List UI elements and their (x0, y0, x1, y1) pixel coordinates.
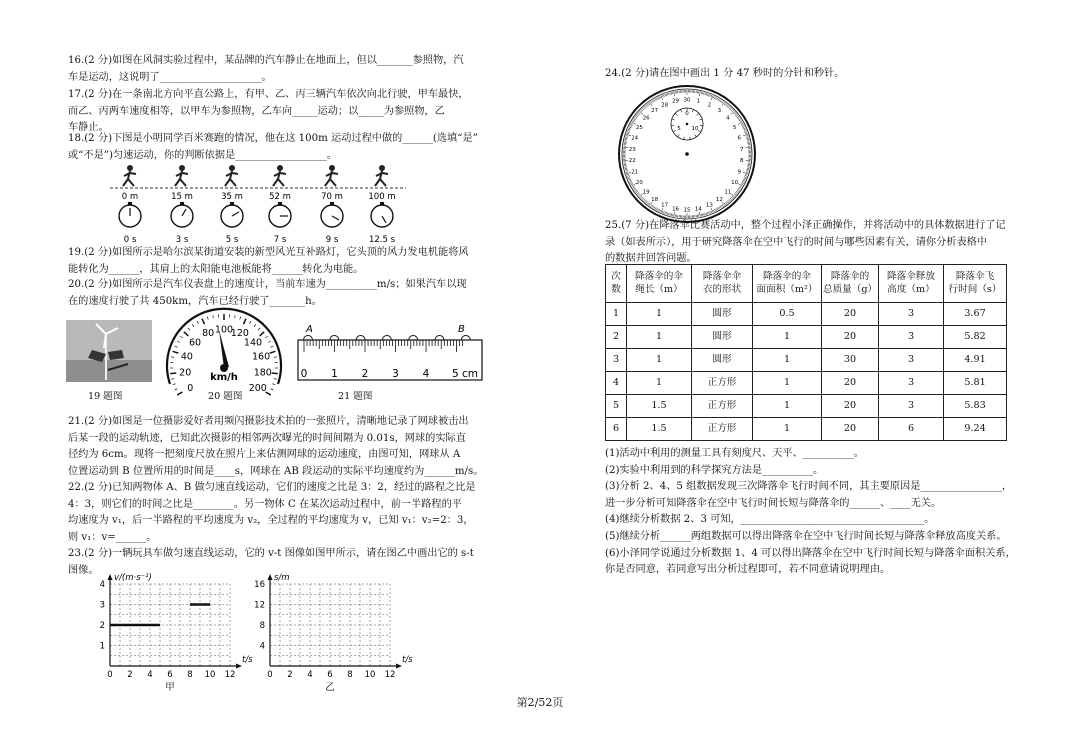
speedometer-minor-tick (271, 346, 274, 347)
speedometer-tick-label: 100 (214, 324, 234, 336)
y-tick-label: 16 (254, 580, 265, 590)
table-cell: 5.83 (944, 395, 1007, 418)
ruler-end-label: 5 cm (452, 368, 479, 380)
stopwatch-icon (119, 202, 141, 227)
x-tick-label: 0 (267, 670, 273, 680)
st-graph (248, 570, 413, 693)
speedometer-tick-label: 60 (188, 337, 202, 349)
q17-line: 而乙、丙两车速度相等，以甲车为参照物，乙车向_____运动；以_____为参照物，乙 (68, 105, 445, 117)
x-tick-label: 4 (307, 670, 313, 680)
dial-number: 6 (737, 135, 742, 142)
question-16 (68, 53, 478, 86)
table-header-cell: 降落伞飞 行时间（s） (944, 265, 1007, 303)
speedometer-tick-label: 200 (248, 383, 267, 394)
subdial-number: 10 (691, 126, 699, 132)
speedometer-minor-tick (177, 341, 180, 343)
table-cell: 1 (606, 303, 627, 326)
q21-line: 后某一段的运动轨迹，已知此次摄影的相邻两次曝光的时间间隔为 0.01s，网球的实际直 (68, 432, 466, 444)
q22-line: 则 v₁：v=______。 (68, 531, 157, 543)
q25-line: 录（如表所示），用于研究降落伞在空中飞行的时间与哪些因素有关，请你分析表格中 (605, 236, 988, 248)
table-header-cell: 降落伞的伞 绳长（m） (627, 265, 692, 303)
speedometer-minor-tick (180, 336, 182, 338)
ruler-label-a: A (306, 324, 313, 335)
speedometer-tick-label: 0 (187, 383, 194, 394)
y-tick-label: 3 (99, 600, 105, 611)
table-cell: 1.5 (627, 418, 692, 441)
speedometer-minor-tick (213, 315, 214, 318)
time-label: 0 s (123, 235, 137, 245)
speedometer-minor-tick (258, 328, 260, 330)
table-cell: 3 (879, 372, 944, 395)
runner-icon (325, 165, 338, 186)
q21-line: 位置运动到 B 位置所用的时间是____s，网球在 AB 段运动的实际平均速度约为______m/s。 (68, 465, 484, 477)
y-axis-label: s/m (274, 573, 290, 583)
question-19 (68, 245, 478, 278)
sub-question: (6)小泽同学说通过分析数据 1、4 可以得出降落伞在空中飞行时间长短与降落伞面积关系， (605, 547, 1016, 559)
question-21 (68, 414, 484, 480)
dial-number: 5 (732, 125, 737, 131)
y-tick-label: 4 (99, 580, 105, 590)
table-cell: 1 (753, 395, 822, 418)
speedometer-minor-tick (175, 346, 178, 347)
speedometer-tick-label: 160 (252, 351, 271, 363)
q17-line: 17.(2 分)在一条南北方向平直公路上，有甲、乙、丙三辆汽车依次向北行驶，甲车最快， (68, 89, 469, 100)
runner-icon (123, 165, 136, 186)
question-24: 24.(2 分)请在图中画出 1 分 47 秒时的分针和秒针。 (605, 68, 845, 79)
speedometer-tick-label: 20 (179, 367, 192, 379)
dial-number: 28 (661, 102, 669, 109)
q16-line: 车是运动，这说明了____________________。 (68, 71, 272, 83)
q22-line: 22.(2 分)已知两物体 A、B 做匀速直线运动，它们的速度之比是 3：2，经过的路程之比是 (68, 482, 476, 493)
stopwatch-icon (221, 202, 243, 227)
table-row (606, 372, 1007, 395)
dial-number: 26 (642, 115, 650, 122)
table-cell: 20 (822, 326, 879, 349)
question-25-subquestions (605, 446, 1016, 579)
y-axis-label: v/(m·s⁻¹) (114, 573, 152, 583)
q18-line: 18.(2 分)下图是小明同学百米赛跑的情况，他在这 100m 运动过程中做的______(选填“是” (68, 133, 478, 144)
q18-line: 或“不是”)匀速运动，你的判断依据是__________________。 (68, 149, 338, 161)
dial-number: 1 (696, 98, 701, 105)
x-tick-label: 6 (167, 670, 173, 680)
table-cell: 3 (879, 303, 944, 326)
table-cell: 圆形 (692, 326, 753, 349)
x-tick-label: 6 (327, 670, 333, 680)
speedometer-minor-tick (173, 384, 176, 385)
table-row (606, 303, 1007, 326)
dial-number: 30 (683, 97, 691, 104)
graph-caption: 乙 (325, 682, 335, 693)
x-tick-label: 2 (287, 670, 293, 680)
speedometer-minor-tick (273, 384, 276, 385)
q25-line: 25.(7 分)在降落伞比赛活动中，整个过程小泽正确操作，并将活动中的具体数据进行了记 (605, 220, 1006, 231)
dial-number: 18 (651, 196, 659, 203)
stopwatch-icon (269, 202, 291, 227)
q22-line: 均速度为 v₁，后一半路程的平均速度为 v₂，全过程的平均速度为 v，已知 v₁：v₂=2：3， (68, 515, 474, 527)
question-22 (68, 480, 478, 546)
table-cell: 1 (627, 349, 692, 372)
caption-20: 20 题图 (208, 391, 243, 402)
q21-line: 21.(2 分)如图是一位摄影爱好者用频闪摄影技术拍的一张照片，清晰地记录了网球被击出 (68, 416, 469, 427)
x-tick-label: 10 (364, 670, 376, 680)
table-cell: 圆形 (692, 303, 753, 326)
table-cell: 1 (627, 303, 692, 326)
x-axis-label: t/s (402, 655, 413, 665)
table-cell: 6 (606, 418, 627, 441)
ruler-figure (296, 322, 486, 384)
time-label: 12.5 s (368, 235, 396, 245)
speedometer-minor-tick (240, 317, 241, 320)
table-cell: 20 (822, 372, 879, 395)
x-tick-label: 8 (347, 670, 353, 680)
table-cell: 1.5 (627, 395, 692, 418)
subdial-number: 5 (677, 126, 681, 132)
table-cell: 3 (879, 395, 944, 418)
speedometer-tick-label: 180 (253, 367, 272, 379)
stopwatch-dial (617, 84, 757, 224)
dial-number: 17 (661, 202, 669, 209)
table-cell: 1 (753, 326, 822, 349)
q23-line: 图像。 (68, 564, 99, 576)
table-header-cell: 降落伞释放 高度（m） (879, 265, 944, 303)
distance-label: 35 m (221, 192, 243, 202)
table-cell: 30 (822, 349, 879, 372)
y-tick-label: 12 (254, 600, 265, 611)
subdial-center (686, 123, 689, 126)
speedometer-minor-tick (268, 341, 271, 343)
table-cell: 3.67 (944, 303, 1007, 326)
dial-number: 15 (683, 207, 691, 214)
caption-21: 21 题图 (338, 391, 373, 402)
speedometer-minor-tick (235, 315, 236, 318)
speedometer-tick-label: 40 (180, 351, 193, 363)
question-18 (68, 131, 478, 164)
speedometer-tick-label: 80 (202, 327, 215, 339)
x-tick-label: 2 (127, 670, 133, 680)
q16-line: 16.(2 分)如图在风洞实验过程中，某品牌的汽车静止在地面上，但以_______参照物，汽 (68, 55, 464, 66)
time-label: 9 s (325, 235, 339, 245)
q19-line: 19.(2 分)如图所示是哈尔滨某街道安装的新型风光互补路灯，它头顶的风力发电机能将风 (68, 247, 469, 258)
speedometer-minor-tick (171, 357, 174, 358)
dial-number: 10 (731, 180, 739, 186)
distance-label: 0 m (121, 192, 139, 202)
speedometer-minor-tick (271, 389, 274, 390)
stopwatch-icon (371, 202, 393, 227)
ruler-number: 3 (392, 368, 399, 380)
ruler-number: 1 (331, 368, 338, 380)
table-cell: 5 (606, 395, 627, 418)
distance-label: 52 m (269, 192, 291, 202)
table-header-row (606, 265, 1007, 303)
speedometer-tick-label: 140 (243, 337, 263, 349)
dial-number: 16 (672, 206, 680, 213)
speedometer-minor-tick (175, 389, 178, 390)
dial-number: 29 (672, 98, 680, 105)
dial-number: 3 (717, 108, 722, 115)
table-cell: 正方形 (692, 418, 753, 441)
table-cell: 20 (822, 303, 879, 326)
question-20 (68, 277, 478, 310)
caption-19: 19 题图 (88, 391, 123, 402)
speedometer-minor-tick (274, 357, 277, 358)
dial-number: 25 (635, 125, 643, 131)
time-label: 5 s (225, 235, 239, 245)
speedometer-unit: km/h (210, 372, 238, 383)
speedometer-minor-tick (250, 321, 252, 324)
time-label: 7 s (273, 235, 287, 245)
table-row (606, 395, 1007, 418)
speedometer-minor-tick (265, 336, 267, 338)
table-cell: 3 (879, 349, 944, 372)
dial-number: 24 (631, 135, 639, 142)
table-cell: 1 (753, 372, 822, 395)
table-cell: 4 (606, 372, 627, 395)
q20-line: 在的速度行驶了共 450km，汽车已经行驶了_______h。 (68, 295, 322, 307)
speedometer-tick-label: 120 (230, 327, 249, 339)
dial-number: 22 (628, 158, 636, 165)
table-cell: 9.24 (944, 418, 1007, 441)
dial-number: 23 (628, 146, 636, 153)
table-cell: 3 (879, 326, 944, 349)
sub-question: 你是否同意，若同意写出分析过程即可，若不同意请说明理由。 (605, 564, 891, 576)
vt-graph (88, 570, 253, 693)
table-cell: 6 (879, 418, 944, 441)
sub-question: (4)继续分析数据 2、3 可知，____________________________________。 (605, 514, 935, 526)
y-tick-label: 4 (259, 641, 265, 652)
table-header-cell: 降落伞的 总质量（g） (822, 265, 879, 303)
x-tick-label: 4 (147, 670, 153, 680)
table-cell: 5.82 (944, 326, 1007, 349)
dial-number: 4 (726, 115, 730, 122)
speedometer-minor-tick (197, 321, 199, 324)
dial-number: 27 (651, 108, 659, 115)
q22-line: 4：3，则它们的时间之比是________。另一物体 C 在某次运动过程中，前一半路程的平 (68, 498, 462, 510)
q20-line: 20.(2 分)如图所示是汽车仪表盘上的速度计，当前车速为__________m/s；如果汽车以现 (68, 279, 467, 290)
ruler-number: 0 (300, 368, 308, 380)
speedometer (162, 310, 286, 394)
table-cell: 5.81 (944, 372, 1007, 395)
table-cell: 圆形 (692, 349, 753, 372)
y-tick-label: 8 (259, 621, 265, 631)
wind-solar-streetlight-image (66, 320, 152, 382)
runner-icon (273, 165, 286, 186)
x-tick-label: 10 (204, 670, 216, 680)
dial-number: 7 (739, 146, 744, 153)
table-cell: 1 (627, 326, 692, 349)
table-row (606, 326, 1007, 349)
distance-label: 15 m (171, 192, 193, 202)
y-tick-label: 1 (99, 641, 105, 652)
table-row (606, 349, 1007, 372)
page-number: 第2/52页 (516, 696, 564, 709)
sub-question: (5)继续分析______两组数据可以得出降落伞在空中飞行时间长短与降落伞释放高度关系。 (605, 530, 1007, 542)
dial-number: 12 (715, 196, 723, 203)
table-cell: 正方形 (692, 372, 753, 395)
dial-number: 11 (724, 189, 732, 196)
x-axis-label: t/s (242, 655, 253, 665)
time-label: 3 s (175, 235, 189, 245)
sub-question: (3)分析 2、4、5 组数据发现三次降落伞飞行时间不同，其主要原因是________________， (605, 481, 1013, 493)
table-header-cell: 降落伞的伞 面面积（m²） (753, 265, 822, 303)
table-cell: 20 (822, 418, 879, 441)
table-cell: 4.91 (944, 349, 1007, 372)
dial-number: 9 (737, 169, 742, 176)
q21-line: 径约为 6cm。现将一把刻度尺放在照片上来估测网球的运动速度，由图可知，网球从 A (68, 449, 461, 461)
table-cell: 3 (606, 349, 627, 372)
ruler-number: 4 (422, 368, 430, 380)
q23-line: 23.(2 分)一辆玩具车做匀速直线运动，它的 v-t 图像如图甲所示，请在图乙中画出它的 s-t (68, 548, 474, 559)
x-tick-label: 8 (187, 670, 193, 680)
ruler-number: 2 (361, 368, 369, 380)
x-tick-label: 0 (107, 670, 113, 680)
table-cell: 1 (627, 372, 692, 395)
ruler-label-b: B (458, 324, 465, 335)
y-arrow (268, 574, 273, 580)
question-25 (605, 218, 1010, 268)
table-header-cell: 降落伞伞 衣的形状 (692, 265, 753, 303)
distance-label: 100 m (368, 192, 396, 202)
speedometer-minor-tick (274, 379, 277, 380)
graph-caption: 甲 (165, 682, 175, 693)
speedometer-minor-tick (188, 328, 190, 330)
dial-number: 8 (739, 158, 744, 165)
dial-number: 20 (635, 180, 643, 186)
dial-number: 13 (705, 202, 713, 209)
q17-line: 车静止。 (68, 122, 109, 134)
speedometer-minor-tick (192, 324, 194, 326)
sub-question: 进一步分析可知降落伞在空中飞行时间长短与降落伞的______、____无关。 (605, 497, 942, 509)
runner-icon (375, 165, 388, 186)
subdial-number: 0 (685, 111, 689, 117)
question-17 (68, 87, 478, 137)
sub-question: (1)活动中利用的测量工具有刻度尺、天平、__________。 (605, 448, 864, 459)
runner-icon (225, 165, 238, 186)
y-arrow (108, 574, 113, 580)
speedometer-minor-tick (254, 324, 256, 326)
speedometer-minor-tick (207, 317, 208, 320)
runner-icon (175, 165, 188, 186)
parachute-data-table (605, 264, 1007, 441)
x-tick-label: 12 (384, 670, 396, 680)
table-cell: 0.5 (753, 303, 822, 326)
stopwatch-icon (171, 202, 193, 227)
y-tick-label: 2 (99, 621, 105, 631)
distance-label: 70 m (321, 192, 343, 202)
q19-line: 能转化为______，其肩上的太阳能电池板能将______转化为电能。 (68, 263, 364, 275)
dial-number: 14 (694, 206, 702, 213)
table-header-cell: 次 数 (606, 265, 627, 303)
dial-number: 21 (631, 169, 639, 176)
speedometer-needle (219, 330, 229, 368)
table-cell: 正方形 (692, 395, 753, 418)
sub-question: (2)实验中利用到的科学探究方法是__________。 (605, 464, 824, 476)
x-tick-label: 12 (224, 670, 236, 680)
q25-line: 的数据并回答问题。 (605, 253, 697, 265)
table-cell: 2 (606, 326, 627, 349)
table-row (606, 418, 1007, 441)
table-cell: 1 (753, 349, 822, 372)
stopwatch-icon (321, 202, 343, 227)
speedometer-minor-tick (171, 379, 174, 380)
table-cell: 20 (822, 395, 879, 418)
dial-number: 2 (707, 102, 712, 109)
table-cell: 1 (753, 418, 822, 441)
dial-number: 19 (642, 189, 650, 196)
race-figure (110, 164, 410, 246)
